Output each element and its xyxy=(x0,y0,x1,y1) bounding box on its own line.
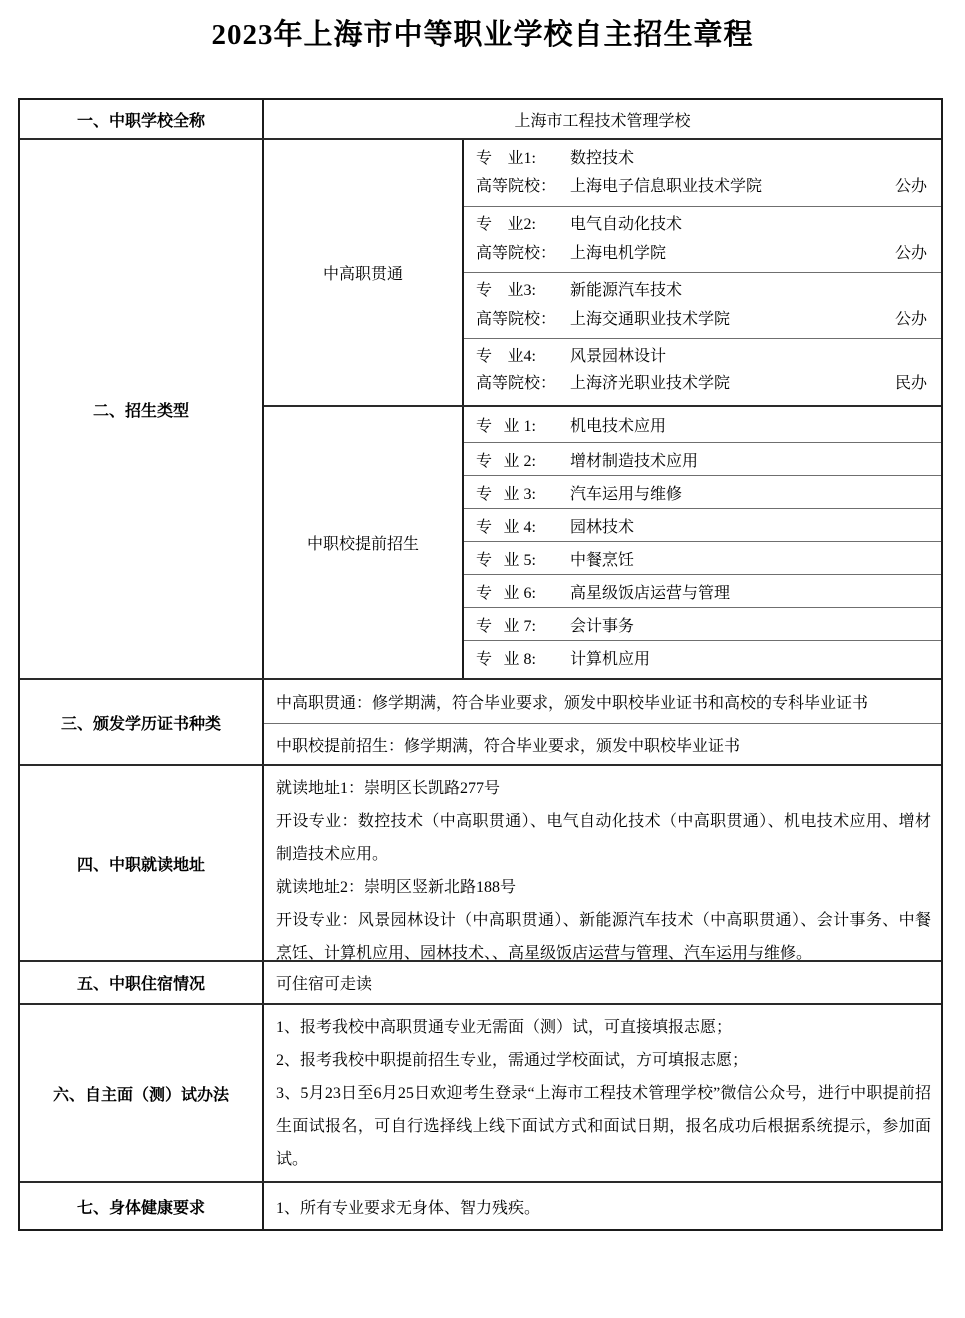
major-number-label: 专 业 6: xyxy=(476,584,536,602)
row-label-accommodation: 五、中职住宿情况 xyxy=(20,962,264,1003)
major-name: 风景园林设计 xyxy=(570,347,667,365)
through-major-block xyxy=(464,140,941,206)
row-label-interview: 六、自主面（测）试办法 xyxy=(20,1005,264,1181)
major-number-label: 专 业 5: xyxy=(476,551,536,569)
address-line: 开设专业：数控技术（中高职贯通）、电气自动化技术（中高职贯通）、机电技术应用、增材制造技术应用。 xyxy=(276,813,931,863)
row-certificate xyxy=(20,678,941,764)
major-name: 数控技术 xyxy=(570,149,635,167)
address-line: 开设专业：风景园林设计（中高职贯通）、新能源汽车技术（中高职贯通）、会计事务、中餐烹饪、计算机应用、园林技术、、高星级饭店运营与管理、汽车运用与维修。 xyxy=(276,912,931,962)
college-name: 上海交通职业技术学院 xyxy=(570,310,731,328)
college-ownership: 民办 xyxy=(894,375,927,393)
interview-line: 2、报考我校中职提前招生专业，需通过学校面试，方可填报志愿； xyxy=(276,1052,749,1069)
early-major-row xyxy=(464,574,941,607)
college-ownership: 公办 xyxy=(894,310,927,328)
early-major-row xyxy=(464,407,941,442)
early-major-row xyxy=(464,475,941,508)
accommodation-value: 可住宿可走读 xyxy=(276,976,373,993)
major-name: 会计事务 xyxy=(570,617,635,635)
interview-line: 3、5月23日至6月25日欢迎考生登录“上海市工程技术管理学校”微信公众号，进行中职提前招生面试报名，可自行选择线上线下面试方式和面试日期，报名成功后根据系统提示，参加面试。 xyxy=(276,1085,931,1168)
row-interview xyxy=(20,1003,941,1181)
address-line: 就读地址1：崇明区长凯路277号 xyxy=(276,780,501,797)
college-name: 上海济光职业技术学院 xyxy=(570,375,731,393)
early-major-row xyxy=(464,607,941,640)
early-major-row xyxy=(464,541,941,574)
major-number-label: 专 业4: xyxy=(476,347,536,365)
college-name: 上海电子信息职业技术学院 xyxy=(570,178,763,196)
row-accommodation xyxy=(20,960,941,1003)
enrollment-table xyxy=(18,98,943,1231)
major-number-label: 专 业 3: xyxy=(476,485,536,503)
early-major-row xyxy=(464,508,941,541)
college-label: 高等院校： xyxy=(476,178,557,196)
early-major-row xyxy=(464,442,941,475)
college-label: 高等院校： xyxy=(476,244,557,262)
college-name: 上海电机学院 xyxy=(570,244,667,262)
health-value: 1、所有专业要求无身体、智力残疾。 xyxy=(276,1199,541,1217)
major-name: 计算机应用 xyxy=(570,650,651,668)
early-major-row xyxy=(464,640,941,673)
college-ownership: 公办 xyxy=(894,244,927,262)
major-number-label: 专 业 2: xyxy=(476,452,536,470)
major-name: 机电技术应用 xyxy=(570,418,667,435)
major-number-label: 专 业 8: xyxy=(476,650,536,668)
row-label-certificate: 三、颁发学历证书种类 xyxy=(20,680,264,764)
row-label-enrollment-type: 二、招生类型 xyxy=(20,140,264,678)
major-name: 增材制造技术应用 xyxy=(570,452,699,470)
row-label-health: 七、身体健康要求 xyxy=(20,1183,264,1229)
major-name: 汽车运用与维修 xyxy=(570,485,683,503)
college-label: 高等院校： xyxy=(476,375,557,393)
through-major-block xyxy=(464,338,941,402)
row-school-name xyxy=(20,100,941,138)
address-line: 就读地址2：崇明区竖新北路188号 xyxy=(276,879,517,896)
college-ownership: 公办 xyxy=(894,178,927,196)
section-through-track xyxy=(264,140,941,405)
college-label: 高等院校： xyxy=(476,310,557,328)
major-name: 园林技术 xyxy=(570,518,635,536)
through-track-label: 中高职贯通 xyxy=(264,140,464,405)
major-number-label: 专 业 7: xyxy=(476,617,536,635)
row-label-school-name: 一、中职学校全称 xyxy=(20,100,264,138)
row-label-address: 四、中职就读地址 xyxy=(20,766,264,960)
major-name: 新能源汽车技术 xyxy=(570,282,683,300)
row-enrollment-type xyxy=(20,138,941,678)
major-number-label: 专 业 4: xyxy=(476,518,536,536)
certificate-item: 中职校提前招生：修学期满，符合毕业要求，颁发中职校毕业证书 xyxy=(264,723,941,765)
page-title: 2023年上海市中等职业学校自主招生章程 xyxy=(211,19,754,51)
major-number-label: 专 业3: xyxy=(476,282,536,300)
through-major-block xyxy=(464,206,941,272)
school-name-value: 上海市工程技术管理学校 xyxy=(514,112,691,130)
row-address xyxy=(20,764,941,960)
major-name: 电气自动化技术 xyxy=(570,216,683,234)
major-name: 高星级饭店运营与管理 xyxy=(570,584,731,602)
through-major-block xyxy=(464,272,941,338)
major-name: 中餐烹饪 xyxy=(570,551,635,569)
major-number-label: 专 业2: xyxy=(476,216,536,234)
interview-line: 1、报考我校中高职贯通专业无需面（测）试，可直接填报志愿； xyxy=(276,1019,733,1036)
section-early-admission xyxy=(264,405,941,678)
certificate-item: 中高职贯通：修学期满，符合毕业要求，颁发中职校毕业证书和高校的专科毕业证书 xyxy=(276,695,869,712)
early-admission-label: 中职校提前招生 xyxy=(264,407,464,678)
major-number-label: 专 业 1: xyxy=(476,418,536,435)
major-number-label: 专 业1: xyxy=(476,149,536,167)
row-health xyxy=(20,1181,941,1229)
